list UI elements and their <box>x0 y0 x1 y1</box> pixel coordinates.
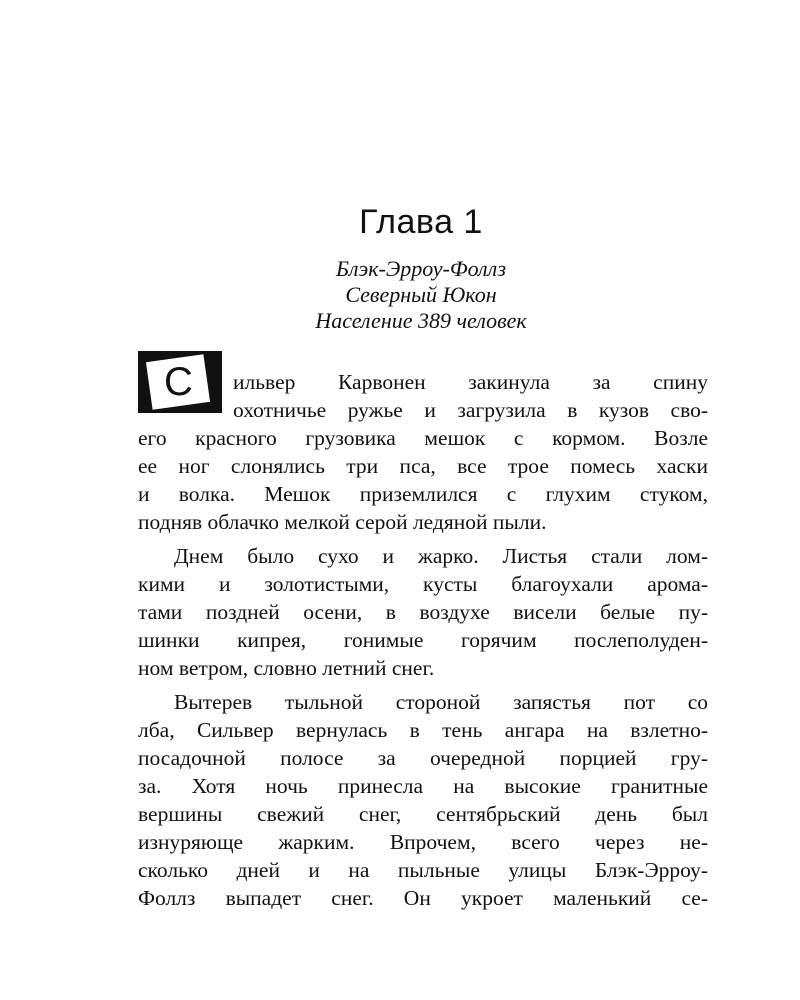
text-line: Фоллз выпадет снег. Он укроет маленький се- <box>138 886 708 910</box>
text-line: ильвер Карвонен закинула за спину <box>233 370 708 394</box>
chapter-body <box>138 368 708 912</box>
paragraph-1 <box>138 368 708 536</box>
text-line: сколько дней и на пыльные улицы Блэк-Эрроу- <box>138 858 708 882</box>
text-line: изнуряюще жарким. Впрочем, всего через не- <box>138 830 708 854</box>
text-line: лба, Сильвер вернулась в тень ангара на взлетно- <box>138 718 708 742</box>
text-line: кими и золотистыми, кусты благоухали арома- <box>138 572 708 596</box>
drop-cap-letter: С <box>163 360 193 405</box>
text-line: посадочной полосе за очередной порцией гру- <box>138 746 708 770</box>
epigraph-region: Северный Юкон <box>345 282 497 307</box>
epigraph-place: Блэк-Эрроу-Фоллз <box>335 256 507 281</box>
text-line: ее ног слонялись три пса, все трое помесь хаски <box>138 454 708 478</box>
paragraph-3 <box>138 688 708 912</box>
text-line: его красного грузовика мешок с кормом. Возле <box>138 426 708 450</box>
text-line: шинки кипрея, гонимые горячим послеполуден- <box>138 628 708 652</box>
paragraph-2 <box>138 542 708 682</box>
text-line: вершины свежий снег, сентябрьский день был <box>138 802 708 826</box>
text-line: Вытерев тыльной стороной запястья пот со <box>174 690 708 714</box>
text-line: Днем было сухо и жарко. Листья стали лом- <box>174 544 708 568</box>
text-line: за. Хотя ночь принесла на высокие гранитные <box>138 774 708 798</box>
chapter-epigraph <box>0 256 800 334</box>
text-line: ном ветром, словно летний снег. <box>138 656 435 680</box>
text-line: охотничье ружье и загрузила в кузов сво- <box>233 398 708 422</box>
chapter-title: Глава 1 <box>359 203 483 241</box>
text-line: и волка. Мешок приземлился с глухим стуком, <box>138 482 708 506</box>
text-line: тами поздней осени, в воздухе висели белые пу- <box>138 600 708 624</box>
epigraph-population: Население 389 человек <box>315 308 527 333</box>
text-line: подняв облачко мелкой серой ледяной пыли. <box>138 510 547 534</box>
